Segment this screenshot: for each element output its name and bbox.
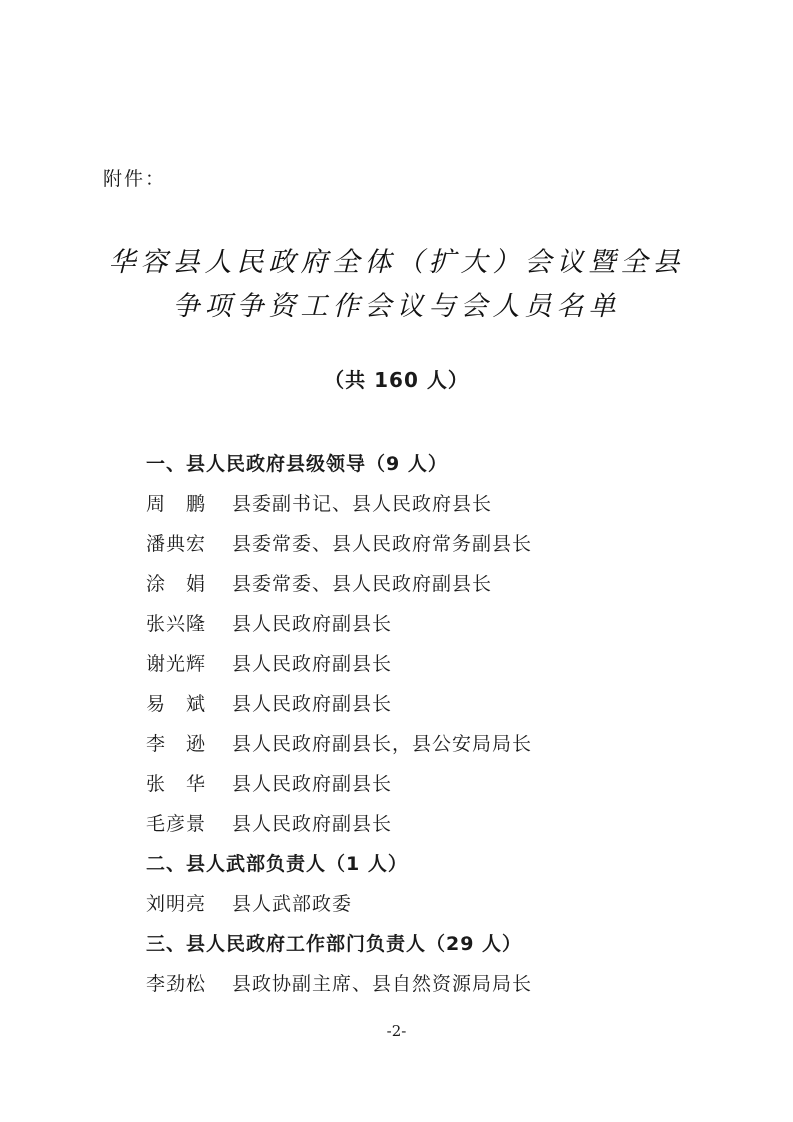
person-role: 县委常委、县人民政府副县长: [232, 573, 493, 595]
person-name: 张兴隆: [146, 613, 207, 635]
person-role: 县人民政府副县长: [232, 693, 393, 715]
list-item: [146, 609, 392, 636]
attachment-label: 附件：: [103, 168, 167, 190]
person-role: 县人武部政委: [232, 893, 353, 915]
list-item: [146, 729, 532, 756]
person-role: 县人民政府副县长: [232, 813, 393, 835]
section-heading: 三、县人民政府工作部门负责人（29 人）: [146, 933, 523, 955]
person-name: 李劲松: [146, 973, 207, 995]
person-role: 县人民政府副县长: [232, 773, 393, 795]
person-role: 县政协副主席、县自然资源局局长: [232, 973, 533, 995]
list-item: [146, 809, 392, 836]
person-name: 李 逊: [146, 733, 207, 755]
list-item: [146, 689, 392, 716]
total-count: （共 160 人）: [324, 368, 469, 392]
person-name: 潘典宏: [146, 533, 207, 555]
person-name: 刘明亮: [146, 893, 207, 915]
list-item: [146, 489, 492, 516]
person-name: 毛彦景: [146, 813, 207, 835]
list-item: [146, 569, 492, 596]
person-name: 周 鹏: [146, 493, 207, 515]
person-role: 县人民政府副县长: [232, 653, 393, 675]
person-name: 谢光辉: [146, 653, 207, 675]
person-role: 县委常委、县人民政府常务副县长: [232, 533, 533, 555]
list-item: [146, 649, 392, 676]
person-name: 张 华: [146, 773, 207, 795]
document-title-line-2: 争项争资工作会议与会人员名单: [172, 291, 621, 322]
list-item: [146, 529, 532, 556]
list-item: [146, 969, 532, 996]
person-role: 县人民政府副县长: [232, 613, 393, 635]
list-item: [146, 769, 392, 796]
section-heading: 二、县人武部负责人（1 人）: [146, 853, 408, 875]
document-title-line-1: 华容县人民政府全体（扩大）会议暨全县: [108, 247, 685, 278]
list-item: [146, 889, 352, 916]
section-heading: 一、县人民政府县级领导（9 人）: [146, 453, 448, 475]
person-name: 涂 娟: [146, 573, 207, 595]
person-name: 易 斌: [146, 693, 207, 715]
person-role: 县委副书记、县人民政府县长: [232, 493, 493, 515]
page-number: -2-: [386, 1022, 407, 1040]
person-role: 县人民政府副县长，县公安局局长: [232, 733, 533, 755]
